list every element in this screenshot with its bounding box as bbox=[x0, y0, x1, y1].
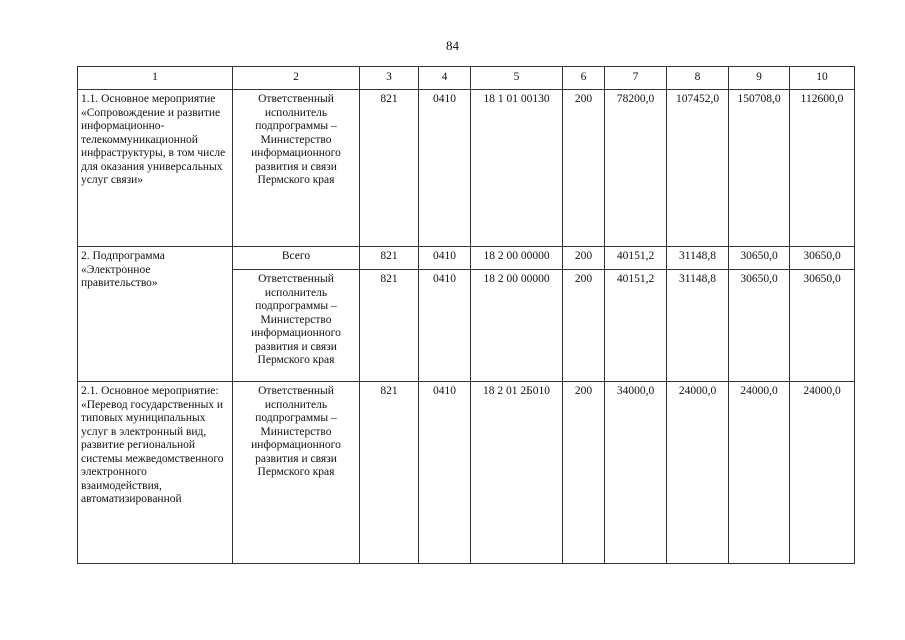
header-cell: 8 bbox=[667, 67, 729, 90]
header-cell: 2 bbox=[233, 67, 360, 90]
budget-table bbox=[77, 66, 855, 564]
table-row bbox=[78, 382, 855, 564]
executor-cell: Ответственный исполнитель подпрограммы – Министерство информационного развития и связи Пермского края bbox=[233, 382, 360, 564]
header-cell: 3 bbox=[360, 67, 419, 90]
amount-cell: 78200,0 bbox=[605, 90, 667, 247]
executor-cell: Всего bbox=[233, 247, 360, 270]
grbs-code-cell: 821 bbox=[360, 270, 419, 382]
section-code-cell: 0410 bbox=[419, 270, 471, 382]
amount-cell: 31148,8 bbox=[667, 270, 729, 382]
header-row bbox=[78, 67, 855, 90]
amount-cell: 24000,0 bbox=[790, 382, 855, 564]
measure-name-cell: 1.1. Основное мероприятие «Сопровождение и развитие информационно-телекоммуникационной инфраструктуры, в том числе для оказания универсальных услуг связи» bbox=[78, 90, 233, 247]
amount-cell: 40151,2 bbox=[605, 270, 667, 382]
section-code-cell: 0410 bbox=[419, 247, 471, 270]
target-article-cell: 18 2 01 2Б010 bbox=[471, 382, 563, 564]
amount-cell: 30650,0 bbox=[790, 270, 855, 382]
amount-cell: 112600,0 bbox=[790, 90, 855, 247]
expense-type-cell: 200 bbox=[563, 382, 605, 564]
grbs-code-cell: 821 bbox=[360, 382, 419, 564]
header-cell: 7 bbox=[605, 67, 667, 90]
target-article-cell: 18 2 00 00000 bbox=[471, 247, 563, 270]
header-cell: 1 bbox=[78, 67, 233, 90]
amount-cell: 24000,0 bbox=[729, 382, 790, 564]
amount-cell: 34000,0 bbox=[605, 382, 667, 564]
section-code-cell: 0410 bbox=[419, 90, 471, 247]
table-row bbox=[78, 90, 855, 247]
executor-cell: Ответственный исполнитель подпрограммы – Министерство информационного развития и связи Пермского края bbox=[233, 270, 360, 382]
amount-cell: 30650,0 bbox=[729, 270, 790, 382]
target-article-cell: 18 1 01 00130 bbox=[471, 90, 563, 247]
header-cell: 6 bbox=[563, 67, 605, 90]
header-cell: 10 bbox=[790, 67, 855, 90]
header-cell: 9 bbox=[729, 67, 790, 90]
amount-cell: 40151,2 bbox=[605, 247, 667, 270]
executor-cell: Ответственный исполнитель подпрограммы – Министерство информационного развития и связи Пермского края bbox=[233, 90, 360, 247]
page-number: 84 bbox=[446, 38, 459, 53]
amount-cell: 107452,0 bbox=[667, 90, 729, 247]
header-cell: 5 bbox=[471, 67, 563, 90]
grbs-code-cell: 821 bbox=[360, 90, 419, 247]
table-row bbox=[78, 247, 855, 270]
expense-type-cell: 200 bbox=[563, 90, 605, 247]
amount-cell: 30650,0 bbox=[790, 247, 855, 270]
section-code-cell: 0410 bbox=[419, 382, 471, 564]
expense-type-cell: 200 bbox=[563, 270, 605, 382]
measure-name-cell: 2.1. Основное мероприятие: «Перевод государственных и типовых муниципальных услуг в электронный вид, развитие региональной системы межведомственного электронного взаимодействия, автоматизированной bbox=[78, 382, 233, 564]
grbs-code-cell: 821 bbox=[360, 247, 419, 270]
target-article-cell: 18 2 00 00000 bbox=[471, 270, 563, 382]
expense-type-cell: 200 bbox=[563, 247, 605, 270]
amount-cell: 150708,0 bbox=[729, 90, 790, 247]
amount-cell: 30650,0 bbox=[729, 247, 790, 270]
amount-cell: 31148,8 bbox=[667, 247, 729, 270]
header-cell: 4 bbox=[419, 67, 471, 90]
amount-cell: 24000,0 bbox=[667, 382, 729, 564]
measure-name-cell: 2. Подпрограмма «Электронное правительство» bbox=[78, 247, 233, 382]
